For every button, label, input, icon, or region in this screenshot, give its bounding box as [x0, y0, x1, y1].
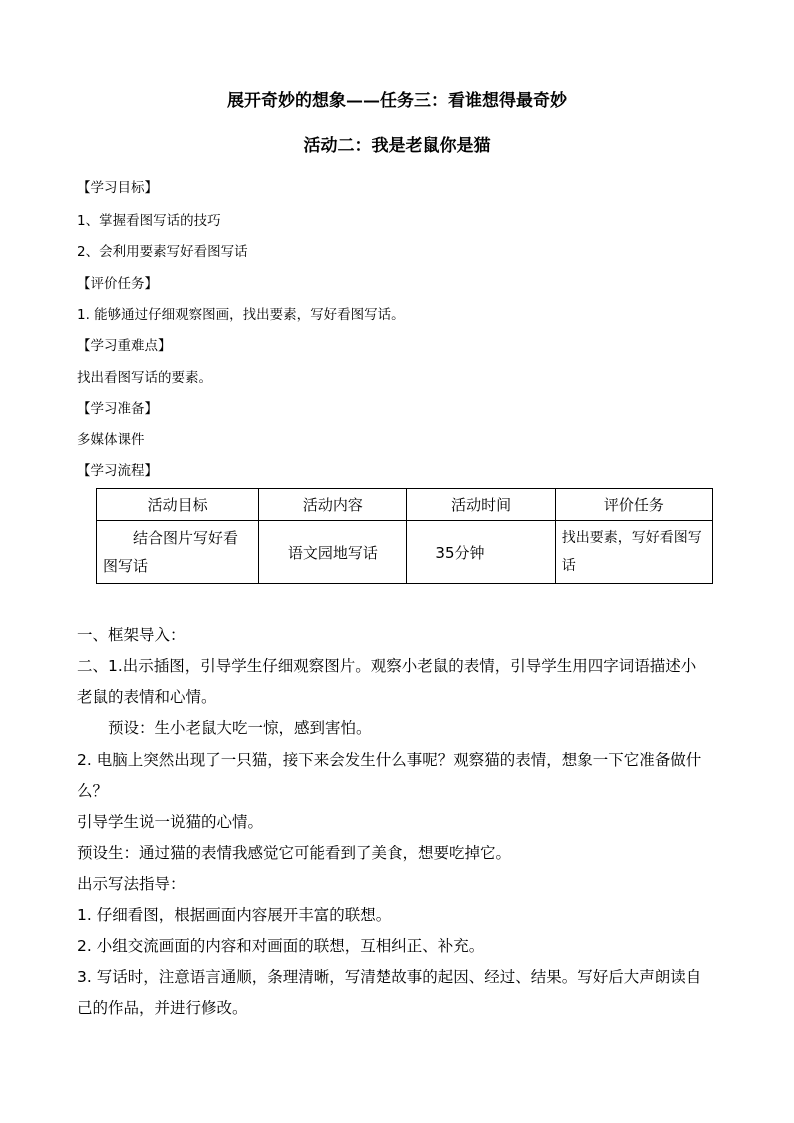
keypoints-heading: 【学习重难点】 [77, 338, 172, 354]
table-header-cell: 活动时间 [407, 489, 555, 521]
preset-line: 预设生：通过猫的表情我感觉它可能看到了美食，想要吃掉它。 [77, 844, 512, 862]
table-header-cell: 评价任务 [555, 489, 712, 521]
paragraph-line: 2. 电脑上突然出现了一只猫，接下来会发生什么事呢？观察猫的表情，想象一下它准备做什 [77, 751, 702, 769]
paragraph-line: 引导学生说一说猫的心情。 [77, 813, 264, 831]
evaluation-item: 1. 能够通过仔细观察图画，找出要素，写好看图写话。 [77, 307, 405, 323]
process-table [96, 488, 713, 584]
evaluation-task-cell: 找出要素，写好看图写话 [555, 521, 712, 584]
process-heading: 【学习流程】 [77, 463, 158, 479]
paragraph-line: 么？ [77, 782, 109, 800]
method-item-3-cont: 己的作品，并进行修改。 [77, 999, 248, 1017]
table-row [97, 521, 713, 584]
method-item-1: 1. 仔细看图，根据画面内容展开丰富的联想。 [77, 906, 392, 924]
table-header-row [97, 489, 713, 521]
paragraph-line: 二、1.出示插图，引导学生仔细观察图片。观察小老鼠的表情，引导学生用四字词语描述小 [77, 657, 697, 675]
objective-item-2: 2、会利用要素写好看图写话 [77, 244, 248, 260]
table-header-cell: 活动目标 [97, 489, 259, 521]
method-heading: 出示写法指导： [77, 875, 186, 893]
objectives-heading: 【学习目标】 [77, 180, 158, 196]
keypoints-text: 找出看图写话的要素。 [77, 370, 212, 386]
preset-line: 预设：生小老鼠大吃一惊，感到害怕。 [108, 719, 372, 737]
method-item-3: 3. 写话时，注意语言通顺，条理清晰，写清楚故事的起因、经过、结果。写好后大声朗读自 [77, 968, 702, 986]
activity-content-cell: 语文园地写话 [259, 521, 407, 584]
activity-goal-cell: 结合图片写好看图写话 [97, 521, 259, 584]
section-intro: 一、框架导入： [77, 626, 186, 644]
objective-item-1: 1、掌握看图写话的技巧 [77, 213, 221, 229]
method-item-2: 2. 小组交流画面的内容和对画面的联想，互相纠正、补充。 [77, 937, 485, 955]
preparation-heading: 【学习准备】 [77, 401, 158, 417]
paragraph-line: 老鼠的表情和心情。 [77, 688, 217, 706]
table-header-cell: 活动内容 [259, 489, 407, 521]
document-title: 展开奇妙的想象——任务三：看谁想得最奇妙 [227, 91, 567, 111]
preparation-text: 多媒体课件 [77, 432, 145, 448]
activity-time-text: 35分钟 [435, 543, 485, 562]
activity-time-cell [407, 521, 555, 584]
evaluation-heading: 【评价任务】 [77, 276, 158, 292]
document-subtitle: 活动二：我是老鼠你是猫 [303, 136, 491, 156]
